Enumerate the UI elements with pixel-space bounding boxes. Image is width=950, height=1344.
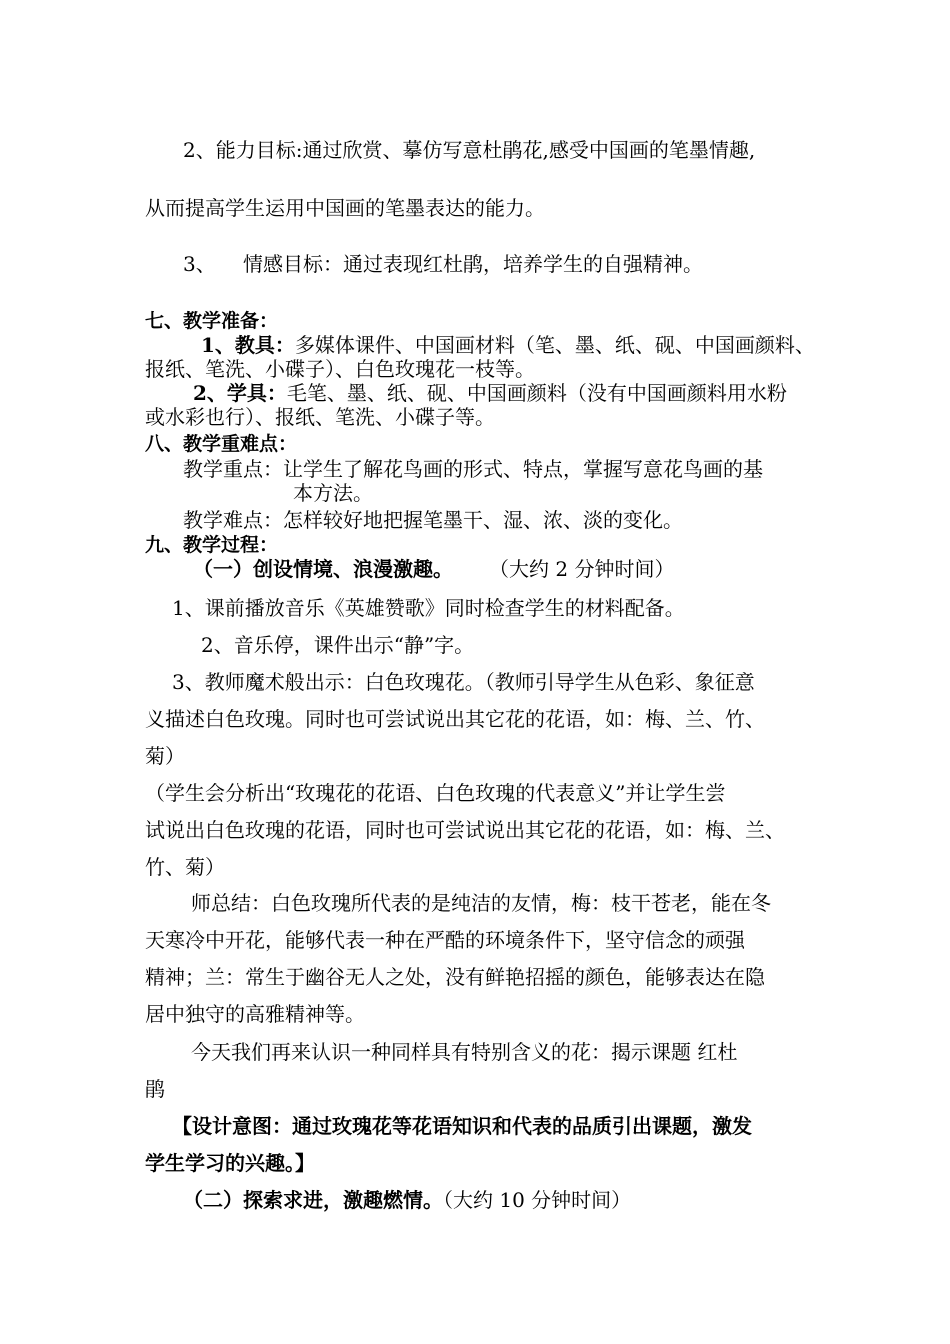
- design-intent-line-2: 学生学习的兴趣。】: [145, 1151, 315, 1175]
- step-1-item-3-line-1: 3、教师魔术般出示：白色玫瑰花。（教师引导学生从色彩、象征意: [172, 670, 755, 694]
- student-analysis-line-1: （学生会分析出“玫瑰花的花语、白色玫瑰的代表意义”并让学生尝: [145, 781, 726, 805]
- student-analysis-line-3: 竹、菊）: [145, 855, 225, 879]
- topic-reveal-line-1: 今天我们再来认识一种同样具有特别含义的花：揭示课题 红杜: [191, 1040, 738, 1064]
- student-tools-line-2: 或水彩也行）、报纸、笔洗、小碟子等。: [145, 405, 495, 429]
- step-1-item-2: 2、音乐停，课件出示“静”字。: [201, 633, 475, 657]
- student-tools-label: 2、学具：: [193, 381, 287, 405]
- step-1-item-1: 1、课前播放音乐《英雄赞歌》同时检查学生的材料配备。: [172, 596, 685, 620]
- emotion-goal-number: 3、: [183, 252, 216, 276]
- student-tools-text: 毛笔、墨、纸、砚、中国画颜料（没有中国画颜料用水粉: [286, 381, 787, 405]
- student-analysis-line-2: 试说出白色玫瑰的花语，同时也可尝试说出其它花的花语，如：梅、兰、: [145, 818, 785, 842]
- step-2-time: （大约 10 分钟时间）: [443, 1188, 632, 1212]
- teaching-tools-line-2: 报纸、笔洗、小碟子）、白色玫瑰花一枝等。: [145, 357, 535, 381]
- difficult-point-line: 教学难点：怎样较好地把握笔墨干、湿、浓、淡的变化。: [183, 508, 683, 532]
- step-1-item-3-line-2: 义描述白色玫瑰。同时也可尝试说出其它花的花语，如：梅、兰、竹、: [145, 707, 765, 731]
- teacher-summary-line-4: 居中独守的高雅精神等。: [145, 1002, 365, 1026]
- key-point-line-1: 教学重点：让学生了解花鸟画的形式、特点，掌握写意花鸟画的基: [183, 457, 763, 481]
- step-2-title: （二）探索求进，激趣燃情。: [183, 1188, 443, 1212]
- design-intent-line-1: 【设计意图：通过玫瑰花等花语知识和代表的品质引出课题，激发: [172, 1114, 752, 1138]
- topic-reveal-line-2: 鹃: [145, 1077, 165, 1101]
- emotion-goal-text: 情感目标：通过表现红杜鹃，培养学生的自强精神。: [243, 252, 703, 276]
- section-7-heading: 七、教学准备：: [145, 310, 279, 332]
- teaching-tools-label: 1、教具：: [201, 333, 295, 357]
- section-9-heading: 九、教学过程：: [145, 534, 279, 556]
- step-1-time: （大约 2 分钟时间）: [489, 557, 675, 581]
- step-1-title: （一）创设情境、浪漫激趣。: [193, 557, 453, 581]
- teacher-summary-line-2: 天寒冷中开花，能够代表一种在严酷的环境条件下，坚守信念的顽强: [145, 928, 745, 952]
- ability-goal-line-2: 从而提高学生运用中国画的笔墨表达的能力。: [145, 196, 545, 220]
- section-8-heading: 八、教学重难点：: [145, 433, 298, 455]
- teaching-tools-text: 多媒体课件、中国画材料（笔、墨、纸、砚、中国画颜料、: [294, 333, 815, 357]
- teacher-summary-line-1: 师总结：白色玫瑰所代表的是纯洁的友情，梅：枝干苍老，能在冬: [191, 891, 771, 915]
- ability-goal-line-1: 2、能力目标:通过欣赏、摹仿写意杜鹃花,感受中国画的笔墨情趣,: [183, 138, 756, 162]
- key-point-line-2: 本方法。: [293, 481, 373, 505]
- teacher-summary-line-3: 精神；兰：常生于幽谷无人之处，没有鲜艳招摇的颜色，能够表达在隐: [145, 965, 765, 989]
- step-1-item-3-line-3: 菊）: [145, 744, 185, 768]
